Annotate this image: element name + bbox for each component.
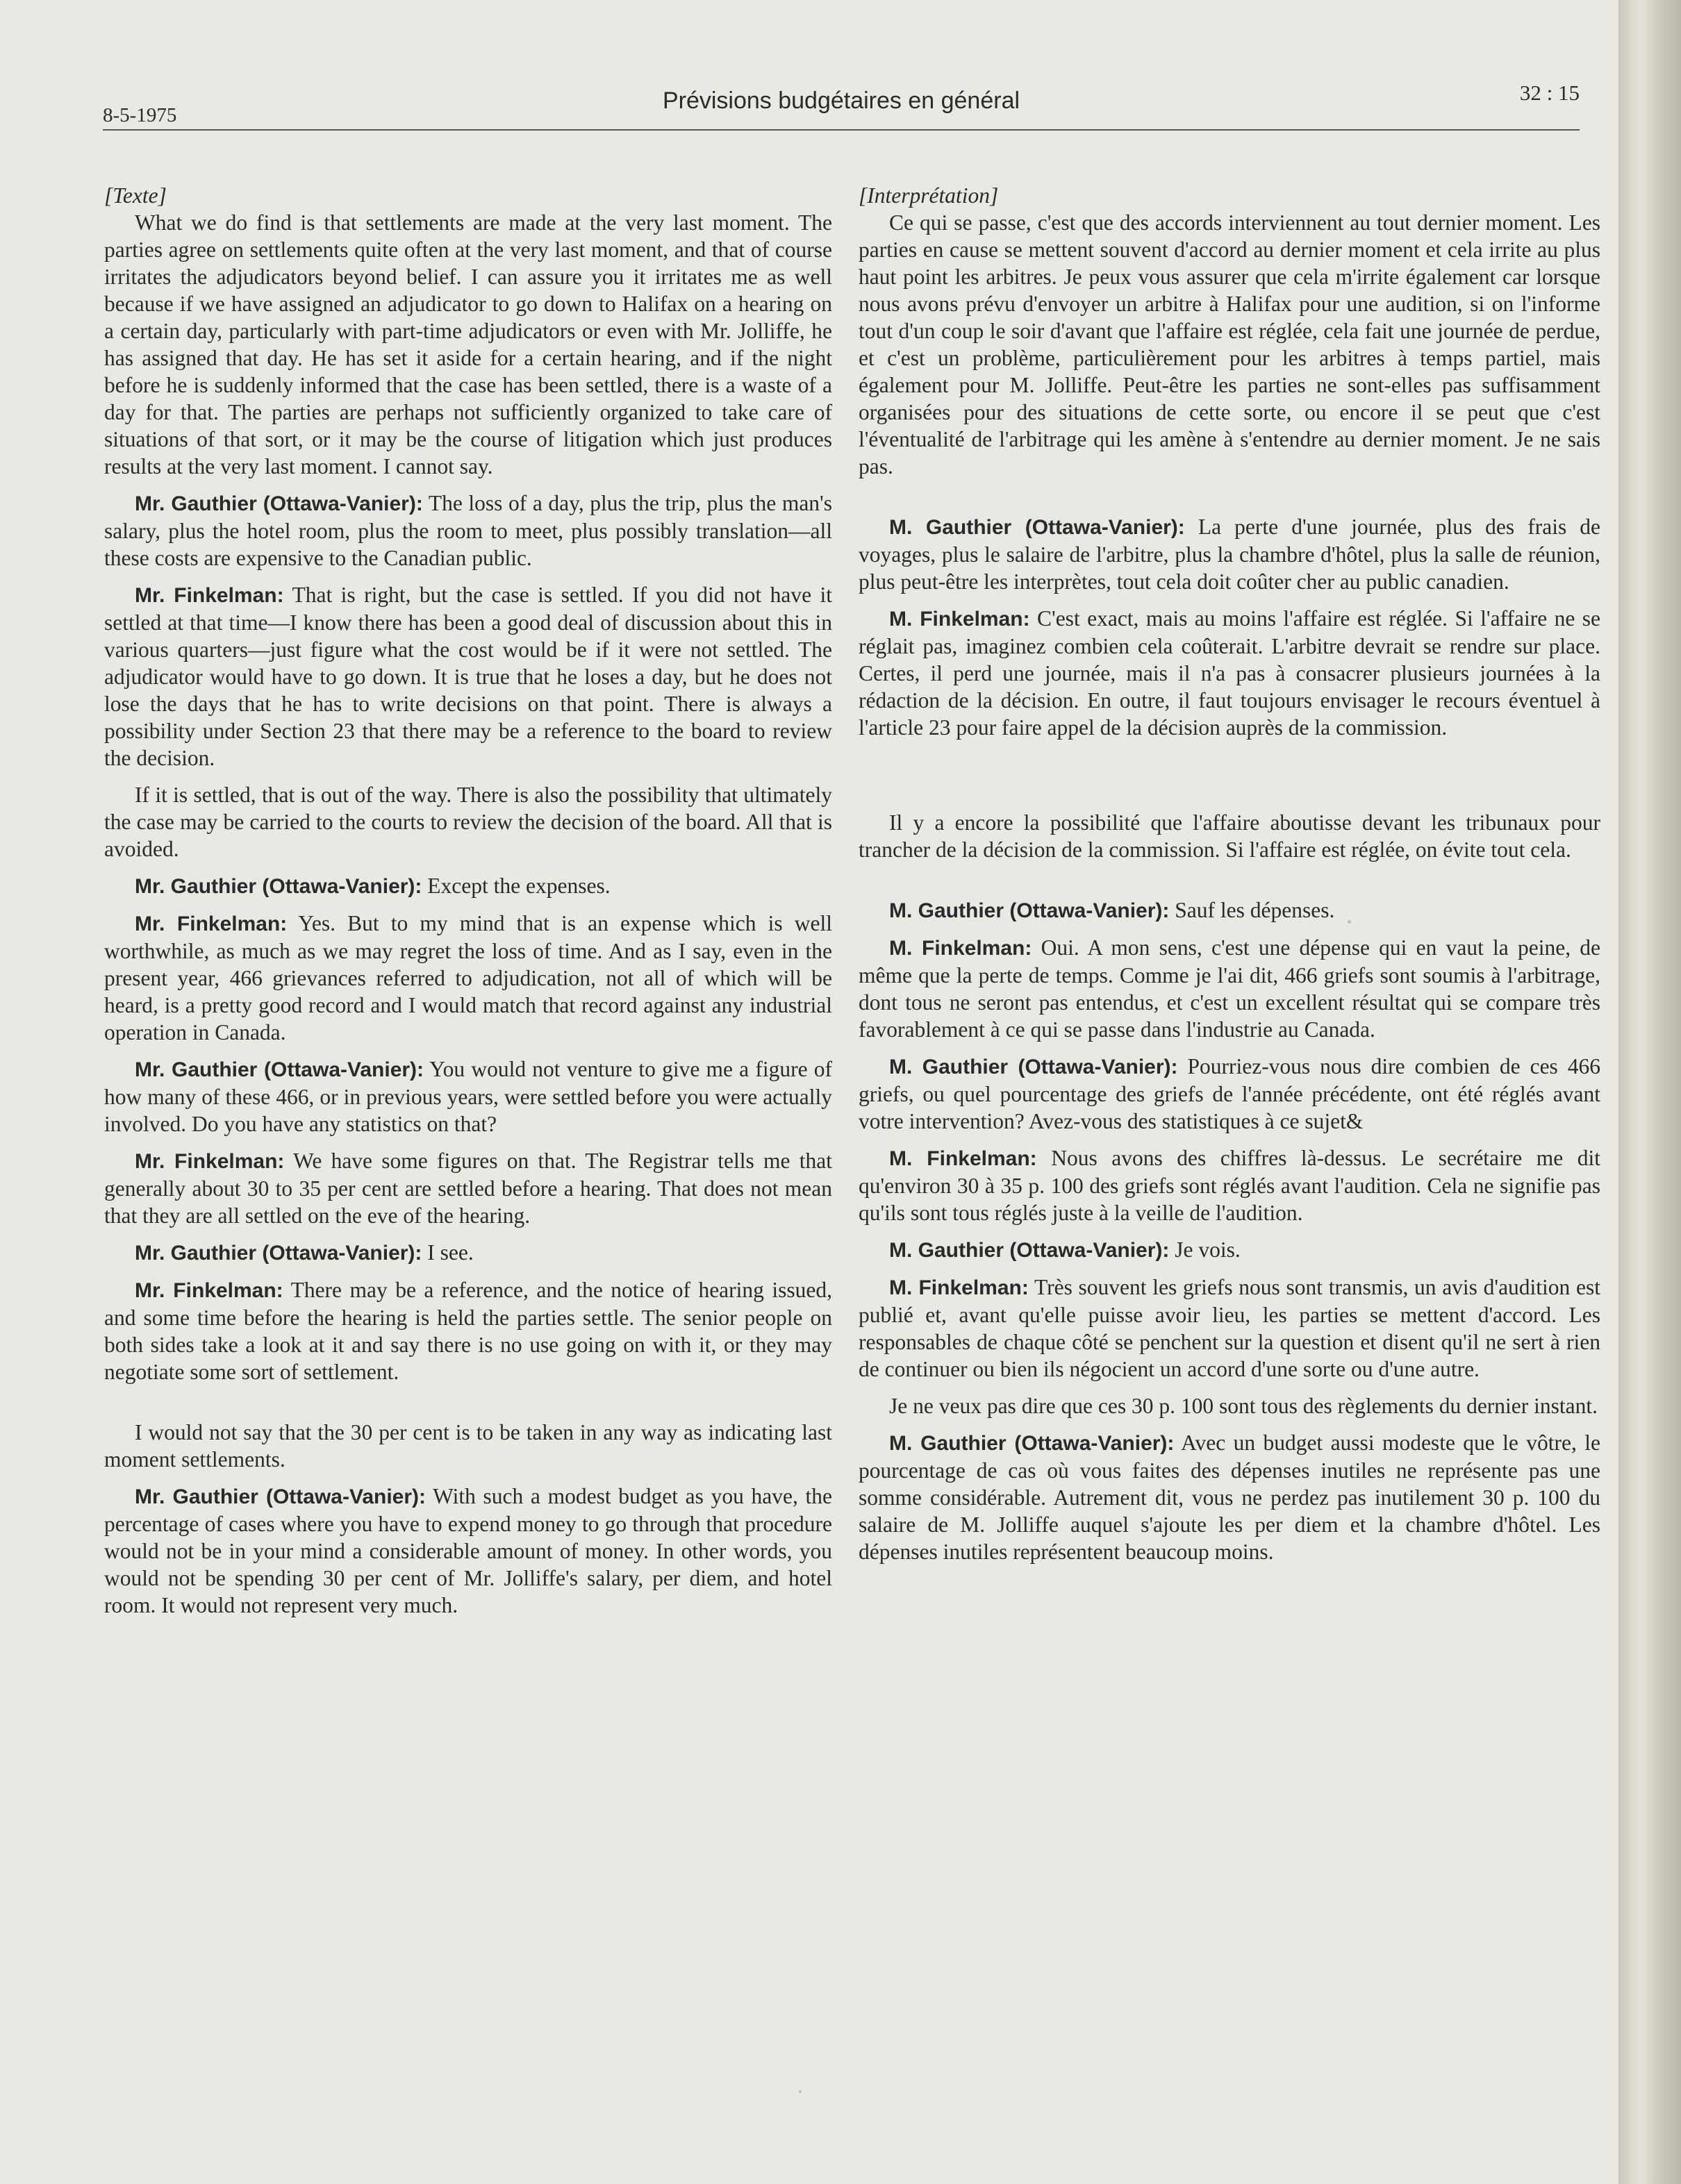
right-column [859,182,1600,1575]
speaker-name: Mr. Gauthier (Ottawa-Vanier): [135,1242,422,1265]
paragraph: What we do find is that settlements are made at the very last moment. The parties agree on settlements quite often at the very last moment, and that of course irritates the adjudicators beyond belief. I can assure you it irritates me as well because if we have assigned an adjudicator to go down to Halifax on a hearing on a certain day, particularly with part-time adjudicators or even with Mr. Jolliffe, he has assigned that day. He has set it aside for a certain hearing, and if the night before he is suddenly informed that the case has been settled, there is a waste of a day for that. The parties are perhaps not sufficiently organized to take care of situations of that sort, or it may be the course of litigation which just produces results at the very last moment. I cannot say. [104,210,832,478]
paragraph: Mr. Gauthier (Ottawa-Vanier): You would not venture to give me a figure of how many of these 466, or in previous years, were settled before you were actually involved. Do you have any statistics on that? [104,1057,832,1136]
ink-speck [1348,920,1351,924]
speaker-name: Mr. Gauthier (Ottawa-Vanier): [135,492,423,515]
left-column [104,182,832,1628]
header-title: Prévisions budgétaires en général [662,87,1020,114]
speaker-name: M. Finkelman: [889,1147,1037,1170]
paragraph: Mr. Gauthier (Ottawa-Vanier): With such a modest budget as you have, the percentage of cases where you have to expend money to go through that procedure would not be in your mind a considerable amount of money. In other words, you would not be spending 30 per cent of Mr. Jolliffe's salary, per diem, and hotel room. It would not represent very much. [104,1484,832,1617]
paragraph: Mr. Gauthier (Ottawa-Vanier): The loss of a day, plus the trip, plus the man's salary, plus the hotel room, plus the room to meet, plus possibly translation—all these costs are expensive to the Canadian public. [104,491,832,570]
section-label: [Texte] [104,183,167,208]
paragraph: Mr. Gauthier (Ottawa-Vanier): Except the expenses. [135,874,611,898]
paragraph: Je ne veux pas dire que ces 30 p. 100 sont tous des règlements du dernier instant. [889,1394,1598,1418]
speaker-name: Mr. Finkelman: [135,912,288,935]
paragraph: Mr. Finkelman: There may be a reference, and the notice of hearing issued, and some time before the hearing is held the parties settle. The senior people on both sides take a look at it and say there is no use going on with it, or they may negotiate some sort of settlement. [104,1278,833,1384]
paragraph: M. Finkelman: Nous avons des chiffres là-dessus. Le secrétaire me dit qu'environ 30 à 35 p. 100 des griefs sont réglés avant l'audition. Cela ne signifie pas qu'ils sont tous réglés juste à la veille de l'audition. [859,1146,1601,1225]
speaker-name: Mr. Finkelman: [135,1150,285,1173]
paragraph: M. Finkelman: C'est exact, mais au moins l'affaire est réglée. Si l'affaire ne se réglait pas, imaginez combien cela coûterait. L'arbitre devrait se rendre sur place. Certes, il perd une journée, mais il n'a pas à consacrer plusieurs journées à la rédaction de la décision. En outre, il faut toujours envisager le recours éventuel à l'article 23 pour faire appel de la décision auprès de la commission. [859,606,1601,740]
speaker-name: M. Finkelman: [889,608,1030,631]
paragraph: Mr. Finkelman: That is right, but the case is settled. If you did not have it settled at that time—I know there has been a good deal of discussion about this in various quarters—just figure what the cost would be if it were not settled. The adjudicator would have to go down. It is true that he loses a day, but he does not lose the days that he has to write decisions on that point. There is always a possibility under Section 23 that there may be a reference to the board to review the decision. [104,583,832,770]
speaker-name: Mr. Finkelman: [135,1279,283,1302]
speaker-name: M. Finkelman: [889,937,1032,960]
paragraph: M. Gauthier (Ottawa-Vanier): Avec un budget aussi modeste que le vôtre, le pourcentage de cas où vous faites des dépenses inutiles ne représente pas une somme considérable. Autrement dit, vous ne perdez pas inutilement 30 p. 100 du salaire de M. Jolliffe auquel s'ajoute les per diem et la chambre d'hôtel. Les dépenses inutiles représentent beaucoup moins. [859,1431,1601,1564]
paragraph: M. Finkelman: Très souvent les griefs nous sont transmis, un avis d'audition est publié et, avant qu'elle puisse avoir lieu, les parties se mettent d'accord. Les responsables de chaque côté se penchent sur la question et disent qu'il ne sert à rien de continuer ou bien ils négocient un accord d'une sorte ou d'une autre. [859,1275,1600,1381]
paragraph: M. Gauthier (Ottawa-Vanier): Sauf les dépenses. [889,898,1335,922]
ink-speck [799,2090,802,2093]
section-label: [Interprétation] [859,183,999,208]
book-page-edge [1618,0,1681,2184]
header-rule [103,129,1580,131]
paragraph: I would not say that the 30 per cent is to be taken in any way as indicating last moment settlements. [104,1420,832,1472]
paragraph: M. Finkelman: Oui. A mon sens, c'est une dépense qui en vaut la peine, de même que la perte de temps. Comme je l'ai dit, 466 griefs sont soumis à l'arbitrage, dont tous ne seront pas entendus, et c'est un excellent résultat qui se compare très favorablement à ce qui se passe dans l'industrie au Canada. [859,935,1601,1042]
paragraph: Il y a encore la possibilité que l'affaire aboutisse devant les tribunaux pour trancher de la décision de la commission. Si l'affaire est réglée, on évite tout cela. [859,810,1600,862]
paragraph: Mr. Finkelman: Yes. But to my mind that is an expense which is well worthwhile, as much as we may regret the loss of time. And as I say, even in the present year, 466 grievances referred to adjudication, not all of which will be heard, is a pretty good record and I would match that record against any industrial operation in Canada. [104,911,832,1044]
speaker-name: M. Gauthier (Ottawa-Vanier): [889,1056,1178,1078]
speaker-name: Mr. Finkelman: [135,584,284,607]
page-header [103,76,1580,132]
header-date: 8-5-1975 [103,104,177,126]
speaker-name: M. Gauthier (Ottawa-Vanier): [889,1432,1175,1455]
paragraph: M. Gauthier (Ottawa-Vanier): La perte d'une journée, plus des frais de voyages, plus le salaire de l'arbitre, plus la chambre d'hôtel, plus la salle de réunion, plus peut-être les interprètes, tout cela doit coûter cher au public canadien. [859,515,1601,594]
speaker-name: Mr. Gauthier (Ottawa-Vanier): [135,1485,427,1508]
header-page-number: 32 : 15 [1519,81,1580,105]
speaker-name: Mr. Gauthier (Ottawa-Vanier): [135,875,422,898]
paragraph: Mr. Gauthier (Ottawa-Vanier): I see. [135,1240,474,1265]
speaker-name: M. Gauthier (Ottawa-Vanier): [889,1239,1170,1262]
paragraph: Mr. Finkelman: We have some figures on that. The Registrar tells me that generally about 30 to 35 per cent are settled before a hearing. That does not mean that they are all settled on the eve of the hearing. [104,1149,832,1228]
paragraph: If it is settled, that is out of the way. There is also the possibility that ultimately the case may be carried to the courts to review the decision of the board. All that is avoided. [104,783,832,861]
paragraph: M. Gauthier (Ottawa-Vanier): Pourriez-vous nous dire combien de ces 466 griefs, ou quel pourcentage des griefs de l'année précédente, ont été réglés avant votre intervention? Avez-vous des statistiques à ce sujet& [859,1054,1601,1133]
speaker-name: M. Gauthier (Ottawa-Vanier): [889,516,1185,539]
speaker-name: M. Finkelman: [889,1276,1029,1299]
paragraph: M. Gauthier (Ottawa-Vanier): Je vois. [889,1237,1241,1262]
speaker-name: Mr. Gauthier (Ottawa-Vanier): [135,1058,424,1081]
speaker-name: M. Gauthier (Ottawa-Vanier): [889,899,1170,922]
paragraph: Ce qui se passe, c'est que des accords interviennent au tout dernier moment. Les parties en cause se mettent souvent d'accord au dernier moment et cela irrite au plus haut point les arbitres. Je peux vous assurer que cela m'irrite également car lorsque nous avons prévu d'envoyer un arbitre à Halifax pour une audition, si on l'informe tout d'un coup le soir d'avant que l'affaire est réglée, cela fait une journée de perdue, et c'est un problème, particulièrement pour les arbitres à temps partiel, mais également pour M. Jolliffe. Peut-être les parties ne sont-elles pas suffisamment organisées pour des situations de cette sorte, ou encore il se peut que c'est l'éventualité de l'arbitrage qui les amène à s'entendre au dernier moment. Je ne sais pas. [859,210,1600,478]
